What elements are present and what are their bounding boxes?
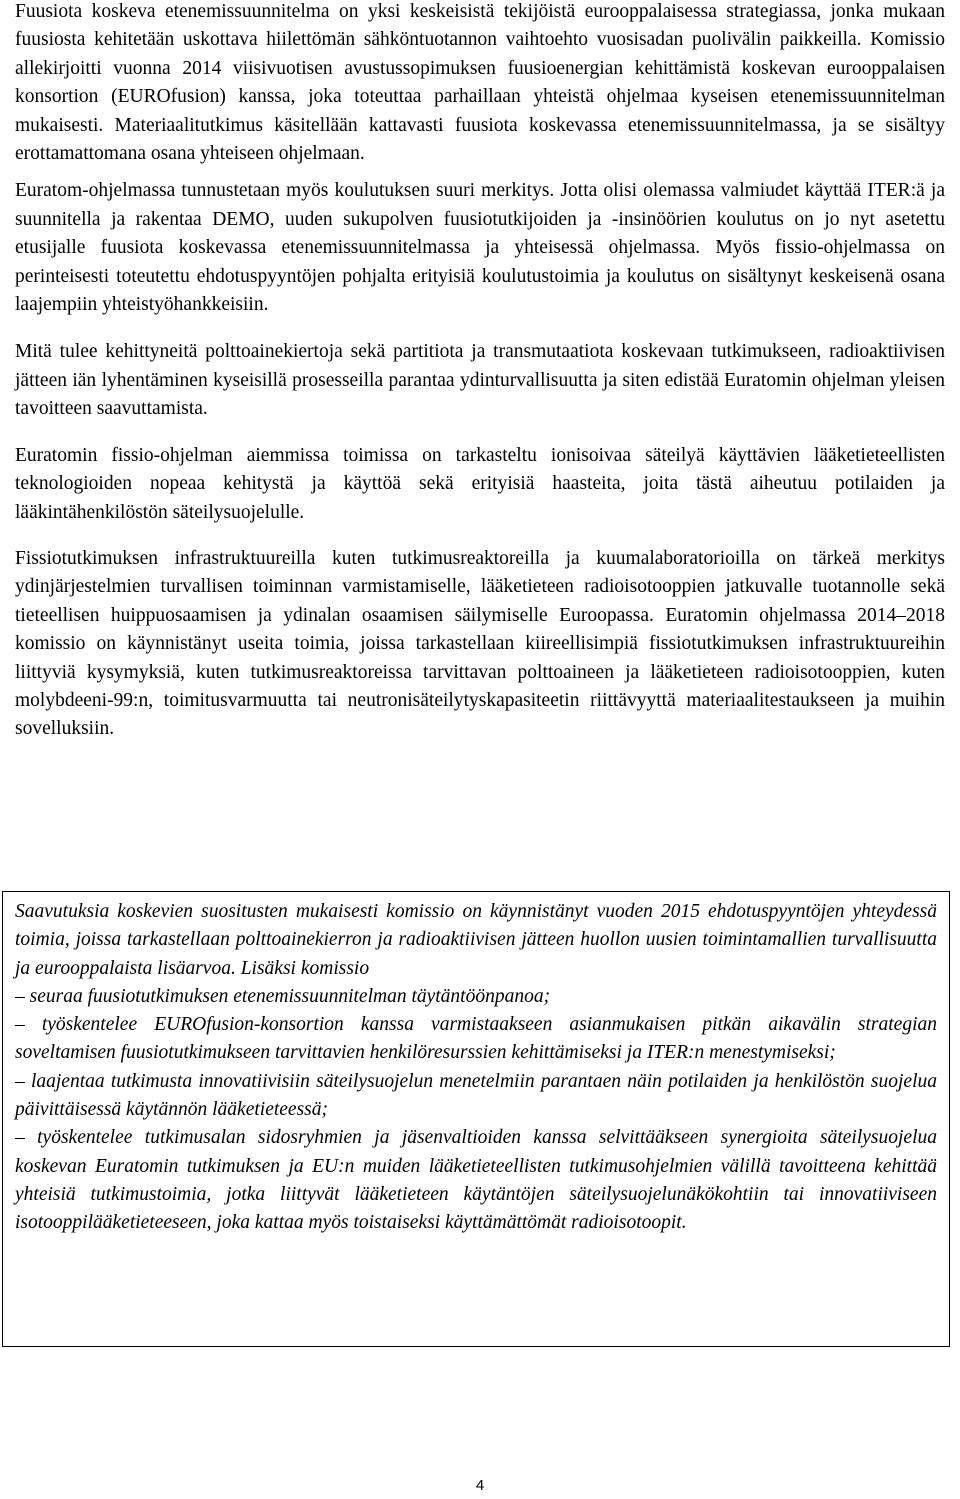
box-list-item: – seuraa fuusiotutkimuksen etenemissuunnitelman täytäntöönpanoa; (15, 985, 551, 1007)
paragraph-fusion-roadmap: Fuusiota koskeva etenemissuunnitelma on yksi keskeisistä tekijöistä eurooppalaisessa strategiassa, jonka mukaan fuusiosta kehitetään uskottava hiilettömän sähköntuotannon vaihtoehto vuosisadan puolivälin paikkeilla. Komissio allekirjoitti vuonna 2014 viisivuotisen avustussopimuksen fuusioenergian kehittämistä koskevan eurooppalaisen konsortion (EUROfusion) kanssa, joka toteuttaa parhaillaan yhteistä ohjelmaa kyseisen etenemissuunnitelman mukaisesti. Materiaalitutkimus käsitellään kattavasti fuusiota koskevassa etenemissuunnitelmassa, ja se sisältyy erottamattomana osana yhteiseen ohjelmaan. (15, 1, 945, 165)
document-body (15, 0, 945, 744)
box-list-item: – työskentelee EUROfusion-konsortion kanssa varmistaakseen asianmukaisen pitkän aikavälin strategian soveltamisen fuusiotutkimukseen tarvittavien henkilöresurssien kehittämiseksi ja ITER:n menestymiseksi; (15, 1014, 937, 1064)
paragraph-training: Euratom-ohjelmassa tunnustetaan myös koulutuksen suuri merkitys. Jotta olisi olemassa valmiudet käyttää ITER:ä ja suunnitella ja rakentaa DEMO, uuden sukupolven fuusiotutkijoiden ja -insinöörien koulutus on jo nyt asetettu etusijalle fuusiota koskevassa etenemissuunnitelmassa ja yhteisessä ohjelmassa. Myös fissio-ohjelmassa on perinteisesti toteutettu ehdotuspyyntöjen pohjalta erityisiä koulutustoimia ja koulutus on sisältynyt keskeisenä osana laajempiin yhteistyöhankkeisiin. (15, 180, 945, 316)
box-intro-text: Saavutuksia koskevien suositusten mukaisesti komissio on käynnistänyt vuoden 2015 ehdotuspyyntöjen yhteydessä toimia, joissa tarkastellaan polttoainekierron ja radioaktiivisen jätteen huollon uusien toimintamallien turvallisuutta ja eurooppalaista lisäarvoa. Lisäksi komissio (15, 901, 937, 979)
paragraph-fuel-cycles: Mitä tulee kehittyneitä polttoainekiertoja sekä partitiota ja transmutaatiota koskevaan tutkimukseen, radioaktiivisen jätteen iän lyhentäminen kyseisillä prosesseilla parantaa ydinturvallisuutta ja siten edistää Euratomin ohjelman yleisen tavoitteen saavuttamista. (15, 341, 945, 420)
page-number: 4 (475, 1477, 485, 1494)
recommendations-box (2, 891, 950, 1347)
box-list-item: – laajentaa tutkimusta innovatiivisiin säteilysuojelun menetelmiin parantaen näin potilaiden ja henkilöstön suojelua päivittäisessä käytännön lääketieteessä; (15, 1070, 937, 1121)
paragraph-research-infrastructures: Fissiotutkimuksen infrastruktuureilla kuten tutkimusreaktoreilla ja kuumalaboratorioilla on tärkeä merkitys ydinjärjestelmien turvallisen toiminnan varmistamiselle, lääketieteen radioisotooppien jatkuvalle tuotannolle sekä tieteellisen huippuosaamisen ja ydinalan osaamisen säilymiselle Euroopassa. Euratomin ohjelmassa 2014–2018 komissio on käynnistänyt useita toimia, joissa tarkastellaan kiireellisimpiä fissiotutkimuksen infrastruktuureihin liittyviä kysymyksiä, kuten tutkimusreaktoreissa tarvittavan polttoaineen ja lääketieteen radioisotooppien, kuten molybdeeni-99:n, toimitusvarmuutta tai neutronisäteilytyskapasiteetin riittävyyttä materiaalitestaukseen ja muihin sovelluksiin. (15, 547, 945, 740)
paragraph-medical-technologies: Euratomin fissio-ohjelman aiemmissa toimissa on tarkasteltu ionisoivaa säteilyä käyttävien lääketieteellisten teknologioiden nopeaa kehitystä ja käyttöä sekä erityisiä haasteita, joita tästä aiheutuu potilaiden ja lääkintähenkilöstön säteilysuojelulle. (15, 444, 945, 523)
box-list-item: – työskentelee tutkimusalan sidosryhmien ja jäsenvaltioiden kanssa selvittääkseen synergioita säteilysuojelua koskevan Euratomin tutkimuksen ja EU:n muiden lääketieteellisten tutkimusohjelmien välillä tavoitteena kehittää yhteisiä tutkimustoimia, jotka liittyvät lääketieteen käytäntöjen säteilysuojelunäkökohtiin tai innovatiiviseen isotooppilääketieteeseen, joka kattaa myös toistaiseksi käyttämättömät radioisotoopit. (15, 1127, 937, 1234)
